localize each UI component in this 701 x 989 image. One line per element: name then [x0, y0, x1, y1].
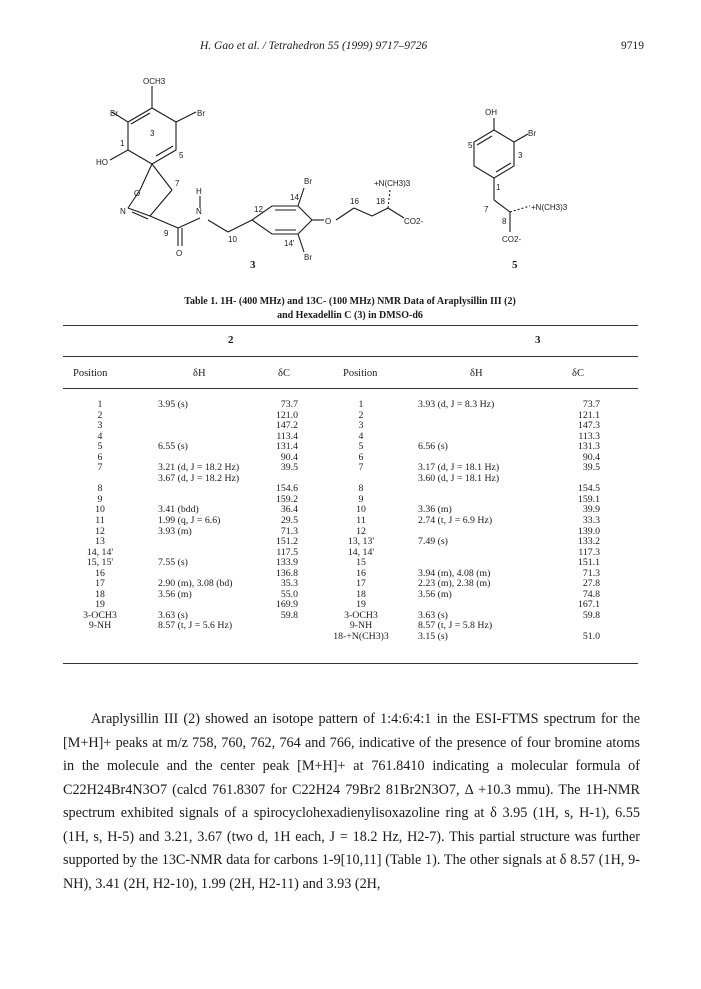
table-cell [258, 621, 298, 632]
table-cell: 19 [95, 599, 105, 611]
table-cell: 159.1 [577, 493, 600, 505]
position-number: 7 [175, 179, 180, 188]
position-header: Position [343, 368, 378, 379]
table-cell [158, 484, 268, 495]
carboxylate-label: CO2- [404, 217, 424, 226]
table-cell: 167.1 [577, 599, 600, 611]
compound-3-position-column [325, 400, 397, 643]
dh-header: δH [193, 368, 206, 379]
table-cell: 3.17 (d, J = 18.1 Hz) [418, 462, 500, 474]
table-cell: 33.3 [582, 515, 600, 527]
table-cell: 3 [358, 420, 364, 432]
table-cell: 27.8 [582, 578, 600, 590]
br-label: Br [197, 109, 205, 118]
table-cell: 3.21 (d, J = 18.2 Hz) [158, 462, 240, 474]
table-cell: 2 [97, 409, 103, 421]
och3-label: OCH3 [143, 77, 166, 86]
table-cell: 121.1 [577, 409, 600, 421]
table-cell: 1.99 (q, J = 6.6) [158, 515, 221, 527]
table-cell [418, 421, 533, 432]
compound-2-heading: 2 [228, 334, 234, 346]
table-cell: 10 [356, 504, 366, 516]
table-cell: 4 [97, 430, 103, 442]
dc-header: δC [278, 368, 290, 379]
table-cell: 3.93 (m) [158, 525, 192, 537]
position-number: 7 [484, 205, 489, 214]
table-cell: 19 [356, 599, 366, 611]
table-cell: 1 [97, 399, 103, 410]
table-cell: 39.5 [280, 462, 298, 474]
table-cell: 7.49 (s) [418, 536, 448, 548]
position-number: 10 [228, 235, 237, 244]
table-cell: 29.5 [280, 515, 298, 527]
table-cell: 73.7 [582, 399, 600, 410]
table-cell: 131.3 [577, 441, 600, 453]
table-cell: 71.3 [582, 567, 600, 579]
table-cell: 5 [358, 441, 364, 453]
table-cell: 113.3 [578, 430, 600, 442]
compound-3-dh-column [418, 400, 533, 643]
table-cell: 90.4 [582, 451, 600, 463]
table-cell: 3.94 (m), 4.08 (m) [418, 567, 491, 579]
table-cell: 11 [95, 515, 105, 527]
amide-n-label: N [196, 207, 202, 216]
table-cell: 117.3 [578, 546, 600, 558]
page-number: 9719 [621, 40, 644, 52]
table-cell: 9-NH [349, 620, 373, 632]
table-cell: 3.36 (m) [418, 504, 452, 516]
table-cell: 3.56 (m) [418, 588, 452, 600]
table-cell: 2.23 (m), 2.38 (m) [418, 578, 491, 590]
table-cell: 136.8 [275, 567, 298, 579]
table-cell: 35.3 [280, 578, 298, 590]
table-cell: 169.9 [275, 599, 298, 611]
position-number: 14 [290, 193, 299, 202]
ring-nitrogen-label: N [120, 207, 126, 216]
position-header: Position [73, 368, 108, 379]
table-cell: 14, 14' [347, 546, 375, 558]
position-number: 3 [518, 151, 523, 160]
table-cell: 3.63 (s) [158, 609, 188, 621]
table-cell: 36.4 [280, 504, 298, 516]
table-cell: 18 [356, 588, 366, 600]
table-cell: 3.56 (m) [158, 588, 192, 600]
table-cell: 3.15 (s) [418, 631, 448, 643]
table-cell: 9 [97, 493, 103, 505]
table-cell: 17 [356, 578, 366, 590]
table-cell: 59.8 [280, 609, 298, 621]
table-cell: 2.74 (t, J = 6.9 Hz) [418, 515, 493, 527]
table-cell: 71.3 [280, 525, 298, 537]
table-cell: 13, 13' [347, 536, 375, 548]
br-label: Br [110, 109, 118, 118]
table-cell: 2.90 (m), 3.08 (bd) [158, 578, 233, 590]
table-cell: 10 [95, 504, 105, 516]
position-number: 9 [164, 229, 169, 238]
table-cell: 74.8 [582, 588, 600, 600]
table-cell: 1 [358, 399, 364, 410]
table-cell: 39.9 [582, 504, 600, 516]
table-cell: 8.57 (t, J = 5.8 Hz) [418, 620, 493, 632]
table-cell: 16 [356, 567, 366, 579]
table-cell: 3.67 (d, J = 18.2 Hz) [158, 472, 240, 484]
compound-5-label: 5 [512, 259, 518, 271]
table-cell: 8 [97, 483, 103, 495]
table-cell: 159.2 [275, 493, 298, 505]
table-cell: 2 [358, 409, 364, 421]
table-cell: 18-+N(CH3)3 [333, 631, 389, 643]
table-cell: 147.2 [275, 420, 298, 432]
position-number: 18 [376, 197, 385, 206]
table-cell: 39.5 [582, 462, 600, 474]
position-number: 1 [120, 139, 125, 148]
caption-line: and Hexadellin C (3) in DMSO-d6 [277, 310, 423, 321]
table-cell: 17 [95, 578, 105, 590]
table-cell: 59.8 [582, 609, 600, 621]
compound-2-dc-column [258, 400, 298, 632]
table-cell: 131.4 [275, 441, 298, 453]
table-cell: 113.4 [276, 430, 298, 442]
carboxylate-label: CO2- [502, 235, 522, 244]
compound-3-label: 3 [250, 259, 256, 271]
paragraph: Araplysillin III (2) showed an isotope pattern of 1:4:6:4:1 in the ESI-FTMS spectrum for the [M+H]+ peaks at m/z 758, 760, 762, 764 and 766, indicative of the presence of four bromine atoms in the molecule and the center peak [M+H]+ at 761.8410 indicating a molecular formula of C22H24Br4N3O7 (calcd 761.8307 for C22H24 79Br2 81Br2N3O7, Δ +10.3 mmu). The 1H-NMR spectrum exhibited signals of a spirocyclohexadienylisoxazoline ring at δ 3.95 (1H, s, H-1), 6.55 (1H, s, H-5) and 3.21, 3.67 (two d, 1H each, J = 18.2 Hz, H2-7). This partial structure was further supported by the 13C-NMR data for carbons 1-9[10,11] (Table 1). The other signals at δ 8.57 (1H, 9-NH), 3.41 (2H, H2-10), 1.99 (2H, H2-11) and 3.93 (2H, [63, 711, 640, 892]
ether-o-label: O [325, 217, 332, 226]
position-number: 1 [496, 183, 501, 192]
compound-3-heading: 3 [535, 334, 541, 346]
ho-label: HO [96, 158, 108, 167]
table-cell: 90.4 [280, 451, 298, 463]
compound-2-position-column [70, 400, 130, 632]
table-cell: 7.55 (s) [158, 557, 188, 569]
compound-5-atom-labels [468, 108, 568, 244]
table-cell: 15, 15' [86, 557, 114, 569]
caption-line: Table 1. 1H- (400 MHz) and 13C- (100 MHz) NMR Data of Araplysillin III (2) [184, 296, 516, 307]
compound-3-dc-column [560, 400, 600, 643]
table-cell: 3 [97, 420, 103, 432]
table-cell: 4 [358, 430, 364, 442]
table-cell: 9-NH [88, 620, 112, 632]
table-cell [158, 421, 268, 432]
br-label: Br [528, 129, 536, 138]
table-cell: 14, 14' [86, 546, 114, 558]
table-cell: 11 [356, 515, 366, 527]
table-cell: 51.0 [582, 631, 600, 643]
position-number: 5 [468, 141, 473, 150]
compound-3-atom-labels [96, 77, 423, 262]
running-title: H. Gao et al. / Tetrahedron 55 (1999) 9717–9726 [200, 40, 428, 52]
trimethylammonium-label: +N(CH3)3 [374, 179, 411, 188]
table-cell: 6.56 (s) [418, 441, 448, 453]
table-cell: 6 [358, 451, 364, 463]
table-bottom-rule [63, 663, 638, 664]
table-cell: 147.3 [577, 420, 600, 432]
table-cell: 13 [95, 536, 105, 548]
position-number: 12 [254, 205, 263, 214]
table-cell: 18 [95, 588, 105, 600]
position-number: 14' [284, 239, 295, 248]
table-cell: 55.0 [280, 588, 298, 600]
body-text [63, 708, 640, 896]
chemical-structures [0, 0, 701, 290]
table-cell: 8 [358, 483, 364, 495]
position-number: 16 [350, 197, 359, 206]
amide-h-label: H [196, 187, 202, 196]
hydroxyl-label: OH [485, 108, 497, 117]
table-cell: 5 [97, 441, 103, 453]
table-header-rule [63, 356, 638, 357]
table-cell: 9 [358, 493, 364, 505]
table-cell: 3.63 (s) [418, 609, 448, 621]
table-top-rule [63, 325, 638, 326]
table-cell: 6 [97, 451, 103, 463]
ring-oxygen-label: O [134, 189, 141, 198]
table-cell: 3-OCH3 [83, 609, 117, 621]
table-caption [60, 295, 640, 323]
trimethylammonium-label: +N(CH3)3 [531, 203, 568, 212]
table-cell: 3-OCH3 [344, 609, 378, 621]
table-cell: 3.95 (s) [158, 399, 188, 410]
table-cell: 121.0 [275, 409, 298, 421]
table-cell: 3.41 (bdd) [158, 504, 199, 516]
table-cell: 7 [97, 462, 103, 474]
table-cell: 73.7 [280, 399, 298, 410]
table-cell: 3.60 (d, J = 18.1 Hz) [418, 472, 500, 484]
compound-2-dh-column [158, 400, 268, 632]
table-cell: 133.2 [577, 536, 600, 548]
table-cell: 12 [95, 525, 105, 537]
table-cell: 7 [358, 462, 364, 474]
table-cell: 151.2 [275, 536, 298, 548]
carbonyl-o-label: O [176, 249, 183, 258]
table-cell: 6.55 (s) [158, 441, 188, 453]
compound-3-structure [110, 86, 404, 252]
table-cell: 117.5 [276, 546, 298, 558]
dh-header: δH [470, 368, 483, 379]
table-cell: 154.6 [275, 483, 298, 495]
table-cell [418, 411, 533, 422]
table-cell: 151.1 [577, 557, 600, 569]
table-cell: 16 [95, 567, 105, 579]
table-cell: 8.57 (t, J = 5.6 Hz) [158, 620, 233, 632]
table-cell [158, 411, 268, 422]
position-number: 3 [150, 129, 155, 138]
compound-5-structure [474, 118, 530, 232]
table-cell: 15 [356, 557, 366, 569]
br-label: Br [304, 253, 312, 262]
table-cell: 133.9 [275, 557, 298, 569]
position-number: 8 [502, 217, 507, 226]
table-cell: 12 [356, 525, 366, 537]
table-cell: 3.93 (d, J = 8.3 Hz) [418, 399, 495, 410]
table-cell [418, 484, 533, 495]
table-cell: 154.5 [577, 483, 600, 495]
table-cell [418, 548, 533, 559]
br-label: Br [304, 177, 312, 186]
table-subheader-rule [63, 388, 638, 389]
position-number: 5 [179, 151, 184, 160]
table-cell: 139.0 [577, 525, 600, 537]
dc-header: δC [572, 368, 584, 379]
table-cell [158, 537, 268, 548]
